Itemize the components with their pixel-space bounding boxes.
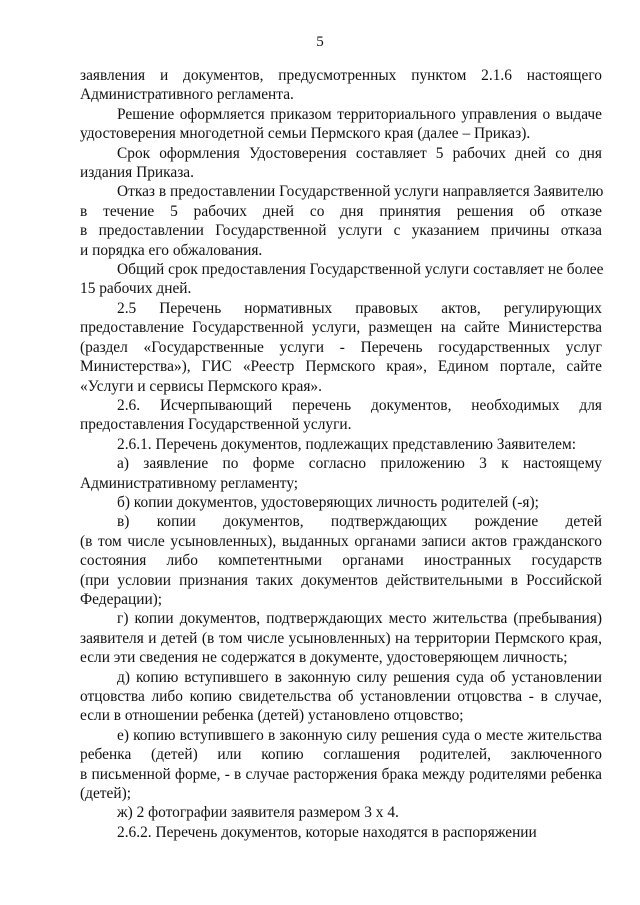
- text-line: ж) 2 фотографии заявителя размером 3 х 4.: [117, 804, 399, 822]
- paragraph: [80, 66, 602, 105]
- paragraph: [80, 609, 602, 667]
- document-body: [80, 66, 602, 842]
- text-line: отцовства либо копию свидетельства об установлении отцовства - в случае,: [80, 688, 602, 705]
- paragraph: [80, 144, 602, 183]
- text-line: (детей);: [80, 785, 131, 803]
- page-number: 5: [316, 34, 324, 50]
- text-line: издания Приказа.: [80, 164, 194, 182]
- text-line: Министерства»), ГИС «Реестр Пермского края», Едином портале, сайте: [80, 358, 602, 376]
- text-line: г) копии документов, подтверждающих место жительства (пребывания): [117, 610, 602, 628]
- paragraph: [80, 396, 602, 435]
- text-line: удостоверения многодетной семьи Пермского края (далее – Приказ).: [80, 125, 531, 143]
- paragraph: [80, 823, 602, 842]
- text-line: Административного регламента.: [80, 86, 294, 104]
- text-line: ребенка (детей) или копию соглашения родителей, заключенного: [80, 746, 602, 764]
- text-line: предоставления Государственной услуги.: [80, 416, 352, 434]
- text-line: заявителя и детей (в том числе усыновленных) на территории Пермского края,: [80, 629, 602, 647]
- text-line: 2.6.2. Перечень документов, которые находятся в распоряжении: [117, 823, 537, 841]
- text-line: если эти сведения не содержатся в документе, удостоверяющем личность;: [80, 649, 568, 667]
- text-line: Административному регламенту;: [80, 474, 299, 492]
- text-line: в письменной форме, - в случае расторжения брака между родителями ребенка: [80, 765, 602, 783]
- text-line: Общий срок предоставления Государственной услуги составляет не более: [117, 261, 604, 279]
- text-line: е) копию вступившего в законную силу решения суда о месте жительства: [117, 726, 602, 744]
- text-line: Федерации);: [80, 590, 163, 608]
- text-line: состояния либо компетентными органами иностранных государств: [80, 552, 602, 570]
- text-line: если в отношении ребенка (детей) установлено отцовство;: [80, 707, 464, 725]
- paragraph: [80, 668, 602, 726]
- text-line: (при условии признания таких документов действительными в Российской: [80, 571, 602, 589]
- paragraph: [80, 803, 602, 822]
- text-line: (в том числе усыновленных), выданных органами записи актов гражданского: [80, 532, 602, 550]
- text-line: 15 рабочих дней.: [80, 280, 192, 298]
- paragraph: [80, 182, 602, 260]
- text-line: в предоставлении Государственной услуги с указанием причины отказа: [80, 222, 602, 240]
- paragraph: [80, 726, 602, 804]
- paragraph: [80, 105, 602, 144]
- paragraph: [80, 260, 602, 299]
- paragraph: [80, 493, 602, 512]
- text-line: Срок оформления Удостоверения составляет 5 рабочих дней со дня: [117, 144, 602, 162]
- text-line: 2.6.1. Перечень документов, подлежащих представлению Заявителем:: [117, 435, 576, 453]
- text-line: 2.6. Исчерпывающий перечень документов, необходимых для: [117, 396, 602, 414]
- paragraph: [80, 299, 602, 396]
- text-line: Отказ в предоставлении Государственной услуги направляется Заявителю: [117, 183, 604, 201]
- text-line: (раздел «Государственные услуги - Перечень государственных услуг: [80, 338, 602, 356]
- text-line: и порядка его обжалования.: [80, 241, 263, 259]
- text-line: а) заявление по форме согласно приложению 3 к настоящему: [117, 455, 602, 473]
- text-line: в) копии документов, подтверждающих рождение детей: [117, 513, 602, 531]
- text-line: предоставление Государственной услуги, размещен на сайте Министерства: [80, 319, 602, 337]
- text-line: Решение оформляется приказом территориального управления о выдаче: [117, 105, 602, 123]
- paragraph: [80, 435, 602, 454]
- text-line: б) копии документов, удостоверяющих личность родителей (-я);: [117, 493, 539, 511]
- paragraph: [80, 512, 602, 609]
- text-line: заявления и документов, предусмотренных пунктом 2.1.6 настоящего: [80, 67, 602, 84]
- paragraph: [80, 454, 602, 493]
- text-line: д) копию вступившего в законную силу решения суда об установлении: [117, 668, 602, 686]
- text-line: «Услуги и сервисы Пермского края».: [80, 377, 322, 395]
- text-line: 2.5 Перечень нормативных правовых актов, регулирующих: [117, 299, 602, 317]
- text-line: в течение 5 рабочих дней со дня принятия решения об отказе: [80, 202, 602, 220]
